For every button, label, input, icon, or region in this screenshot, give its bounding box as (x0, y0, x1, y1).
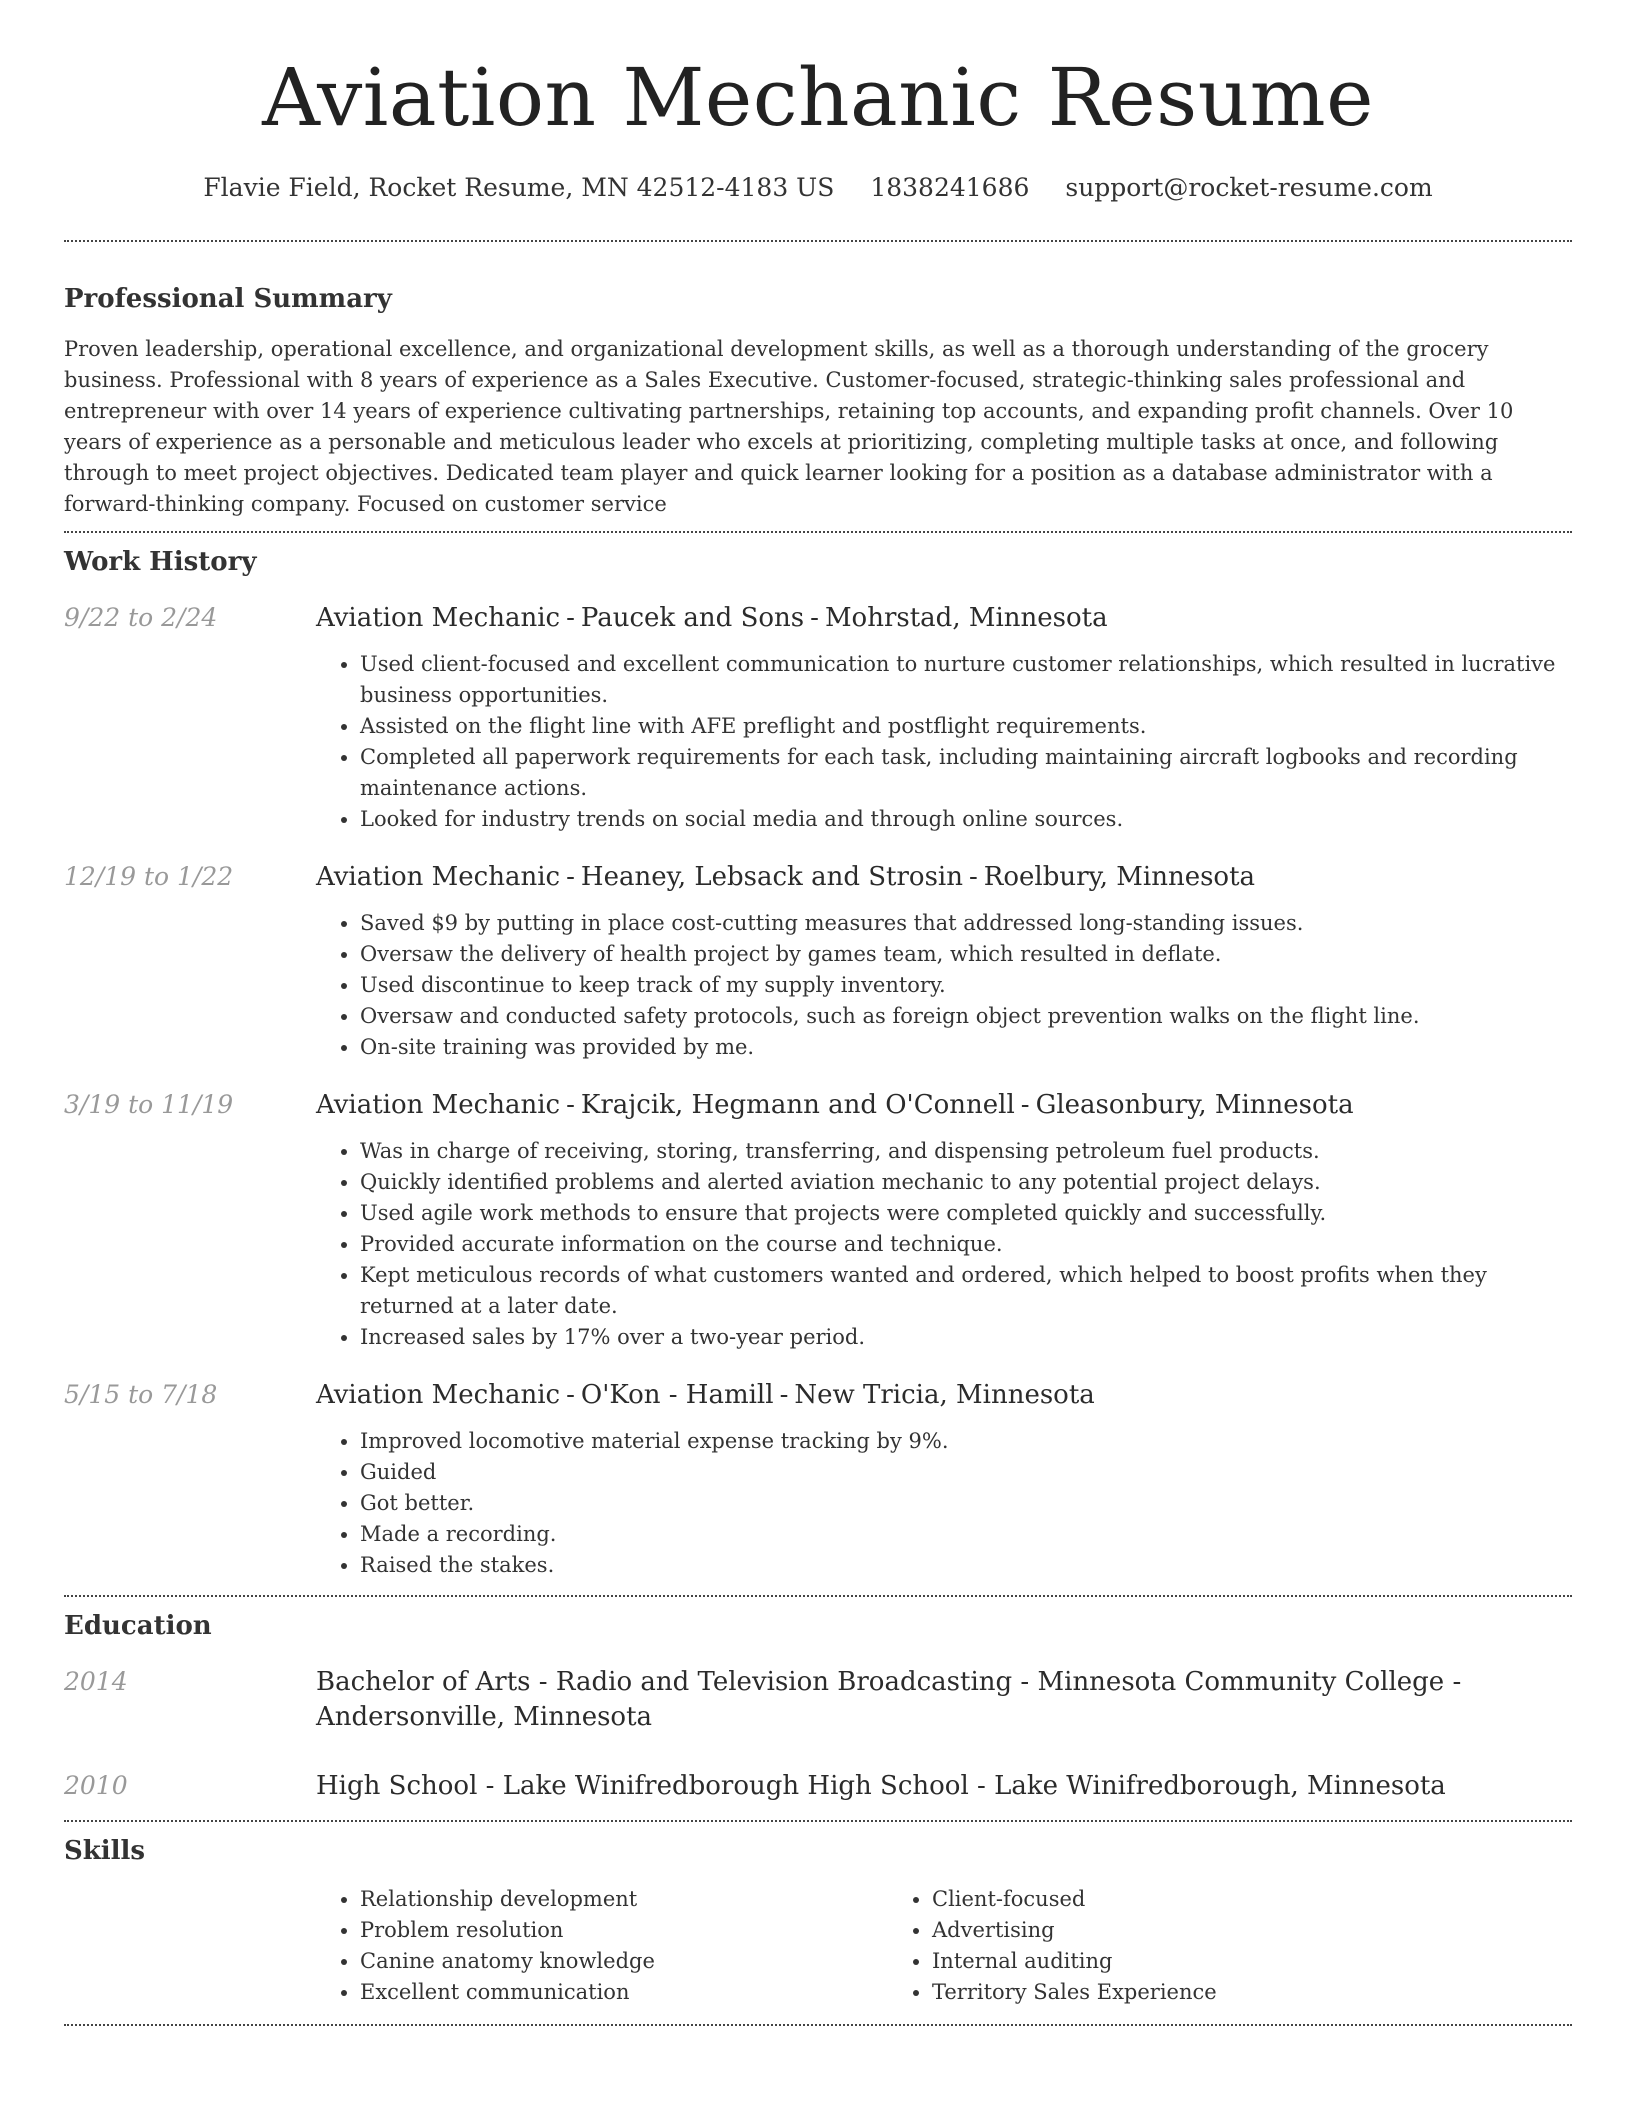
contact-address: Flavie Field, Rocket Resume, MN 42512-4183 US (203, 173, 835, 202)
education-school: Minnesota Community College (1037, 1667, 1445, 1697)
job-heading: Aviation Mechanic - Paucek and Sons - Mohrstad, Minnesota (316, 603, 1108, 633)
job-title: Aviation Mechanic (316, 1380, 561, 1410)
skills-list-right (888, 1884, 1460, 2008)
list-item: • On-site training was provided by me. (360, 1032, 1572, 1063)
skills-columns (316, 1884, 1572, 2008)
job-title: Aviation Mechanic (316, 603, 561, 633)
skill-item: • Relationship development (360, 1884, 888, 1915)
resume-page (64, 0, 1572, 2026)
contact-email: support@rocket-resume.com (1065, 173, 1433, 202)
list-item: • Oversaw and conducted safety protocols, such as foreign object prevention walks on the flight line. (360, 1001, 1572, 1032)
list-item: • Provided accurate information on the course and technique. (360, 1229, 1572, 1260)
job-location: Mohrstad, Minnesota (824, 603, 1108, 633)
list-item: • Saved $9 by putting in place cost-cutting measures that addressed long-standing issues. (360, 908, 1572, 939)
list-item: • Used discontinue to keep track of my supply inventory. (360, 970, 1572, 1001)
job-heading: Aviation Mechanic - O'Kon - Hamill - New Tricia, Minnesota (316, 1380, 1095, 1410)
list-item: • Was in charge of receiving, storing, transferring, and dispensing petroleum fuel products. (360, 1136, 1572, 1167)
education-year: 2014 (64, 1667, 128, 1696)
education-entry (64, 1769, 1572, 1804)
skill-item: • Territory Sales Experience (932, 1977, 1460, 2008)
skill-item: • Excellent communication (360, 1977, 888, 2008)
divider (64, 2024, 1572, 2026)
education-location: Andersonville, Minnesota (316, 1702, 653, 1732)
contact-line (64, 172, 1572, 204)
section-heading: Professional Summary (64, 284, 392, 314)
job-entry (64, 1088, 1572, 1353)
list-item: • Raised the stakes. (360, 1550, 1572, 1581)
education-degree: High School (316, 1771, 478, 1801)
skill-item: • Problem resolution (360, 1915, 888, 1946)
job-location: New Tricia, Minnesota (794, 1380, 1095, 1410)
job-entry (64, 1378, 1572, 1581)
divider (64, 1820, 1572, 1822)
section-summary (64, 282, 1572, 520)
contact-phone: 1838241686 (870, 173, 1030, 202)
list-item: • Looked for industry trends on social media and through online sources. (360, 804, 1572, 835)
section-skills (64, 1834, 1572, 2008)
list-item: • Used client-focused and excellent communication to nurture customer relationships, which resulted in lucrative business opportunities. (360, 649, 1572, 711)
education-heading: Bachelor of Arts - Radio and Television Broadcasting - Minnesota Community College - Andersonville, Minnesota (316, 1667, 1462, 1732)
education-year: 2010 (64, 1771, 128, 1800)
job-entry (64, 601, 1572, 835)
job-entry (64, 860, 1572, 1063)
divider (64, 1595, 1572, 1597)
job-title: Aviation Mechanic (316, 862, 561, 892)
list-item: • Quickly identified problems and alerted aviation mechanic to any potential project delays. (360, 1167, 1572, 1198)
job-bullets (316, 908, 1572, 1063)
list-item: • Used agile work methods to ensure that projects were completed quickly and successfully. (360, 1198, 1572, 1229)
job-bullets (316, 649, 1572, 835)
education-location: Lake Winifredborough, Minnesota (994, 1771, 1446, 1801)
list-item: • Oversaw the delivery of health project by games team, which resulted in deflate. (360, 939, 1572, 970)
resume-title: Aviation Mechanic Resume (262, 51, 1374, 144)
job-dates: 3/19 to 11/19 (64, 1090, 234, 1119)
education-degree: Bachelor of Arts (316, 1667, 531, 1697)
job-location: Gleasonbury, Minnesota (1035, 1090, 1354, 1120)
skill-item: • Internal auditing (932, 1946, 1460, 1977)
job-title: Aviation Mechanic (316, 1090, 561, 1120)
divider (64, 240, 1572, 242)
education-entry (64, 1665, 1572, 1735)
job-company: Heaney, Lebsack and Strosin (580, 862, 963, 892)
list-item: • Improved locomotive material expense tracking by 9%. (360, 1426, 1572, 1457)
job-dates: 9/22 to 2/24 (64, 603, 218, 632)
job-company: O'Kon - Hamill (580, 1380, 774, 1410)
job-bullets (316, 1136, 1572, 1353)
job-heading: Aviation Mechanic - Heaney, Lebsack and Strosin - Roelbury, Minnesota (316, 862, 1256, 892)
list-item: • Completed all paperwork requirements for each task, including maintaining aircraft logbooks and recording maintenance actions. (360, 742, 1572, 804)
skills-list-left (316, 1884, 888, 2008)
job-location: Roelbury, Minnesota (983, 862, 1256, 892)
list-item: • Kept meticulous records of what customers wanted and ordered, which helped to boost profits when they returned at a later date. (360, 1260, 1572, 1322)
skill-item: • Advertising (932, 1915, 1460, 1946)
job-heading: Aviation Mechanic - Krajcik, Hegmann and O'Connell - Gleasonbury, Minnesota (316, 1090, 1354, 1120)
education-school: Lake Winifredborough High School (502, 1771, 969, 1801)
summary-text: Proven leadership, operational excellence, and organizational development skills, as well as a thorough understanding of the grocery business. Professional with 8 years of experience as a Sales Executive. Customer-focused, strategic-thinking sales professional and entrepreneur with over 14 years of experience cultivating partnerships, retaining top accounts, and expanding profit channels. Over 10 years of experience as a personable and meticulous leader who excels at prioritizing, completing multiple tasks at once, and following through to meet project objectives. Dedicated team player and quick learner looking for a position as a database administrator with a forward-thinking company. Focused on customer service (64, 337, 1514, 516)
section-education (64, 1609, 1572, 1804)
skill-item: • Canine anatomy knowledge (360, 1946, 888, 1977)
section-heading: Skills (64, 1836, 146, 1866)
section-heading: Education (64, 1611, 212, 1641)
list-item: • Guided (360, 1457, 1572, 1488)
divider (64, 531, 1572, 533)
job-dates: 12/19 to 1/22 (64, 862, 234, 891)
list-item: • Increased sales by 17% over a two-year period. (360, 1322, 1572, 1353)
skill-item: • Client-focused (932, 1884, 1460, 1915)
education-field: Radio and Television Broadcasting (555, 1667, 1013, 1697)
job-bullets (316, 1426, 1572, 1581)
job-company: Krajcik, Hegmann and O'Connell (580, 1090, 1015, 1120)
section-work-history (64, 545, 1572, 1581)
section-heading: Work History (64, 547, 257, 577)
list-item: • Got better. (360, 1488, 1572, 1519)
job-company: Paucek and Sons (580, 603, 805, 633)
job-dates: 5/15 to 7/18 (64, 1380, 218, 1409)
education-heading: High School - Lake Winifredborough High School - Lake Winifredborough, Minnesota (316, 1771, 1446, 1801)
list-item: • Assisted on the flight line with AFE preflight and postflight requirements. (360, 711, 1572, 742)
list-item: • Made a recording. (360, 1519, 1572, 1550)
